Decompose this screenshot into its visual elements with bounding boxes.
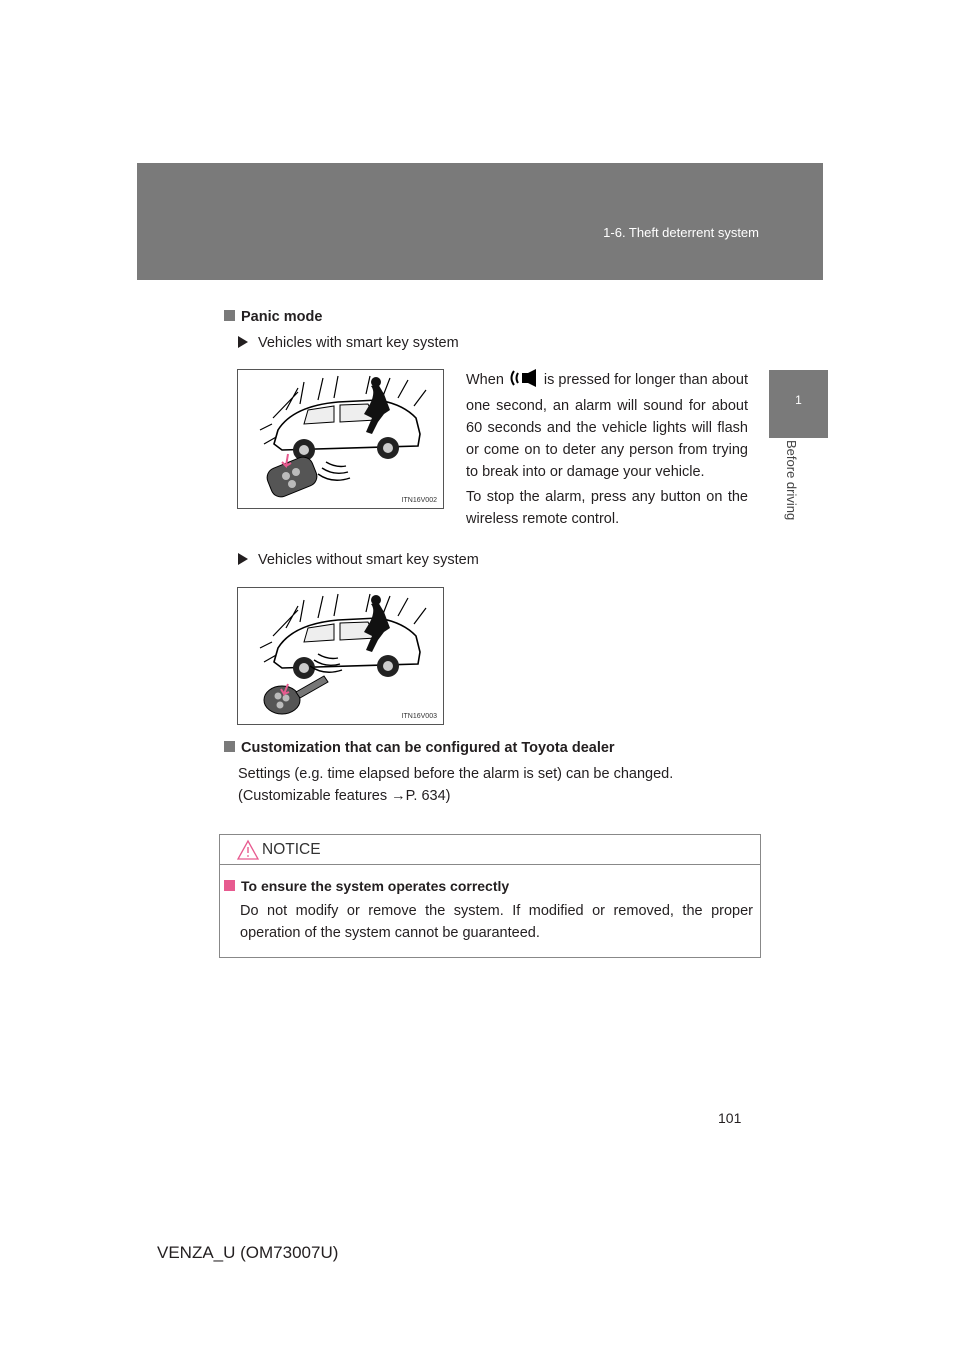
page-number: 101	[718, 1110, 742, 1126]
notice-header	[220, 835, 760, 865]
section-square-icon	[224, 741, 235, 752]
chapter-tab	[769, 370, 828, 438]
panic-description: When is pressed for longer than about one second, an alarm will sound for about 60 seconds and the vehicle lights will flash or come on to deter any person from trying to break into or damage your vehicle.	[466, 368, 748, 483]
notice-title: NOTICE	[262, 841, 321, 858]
chapter-number: 1	[795, 393, 802, 407]
car-alarm-smart-key-illustration	[238, 370, 443, 508]
chapter-label: Before driving	[784, 440, 799, 521]
header-band	[137, 163, 823, 280]
illustration-smart-key	[237, 369, 444, 509]
notice-subheading: To ensure the system operates correctly	[224, 878, 509, 894]
panic-button-icon	[508, 368, 540, 395]
notice-text: Do not modify or remove the system. If modified or removed, the proper operation of the system cannot be guaranteed.	[240, 903, 753, 941]
triangle-bullet-icon	[238, 553, 248, 565]
chapter-tab-label	[769, 438, 828, 548]
illustration-no-smart-key	[237, 587, 444, 725]
panic-heading: Panic mode	[224, 309, 322, 325]
customization-text-1: Settings (e.g. time elapsed before the alarm is set) can be changed.	[238, 766, 674, 782]
section-square-icon	[224, 310, 235, 321]
customization-text-2: (Customizable features →P. 634)	[238, 788, 451, 804]
customization-heading: Customization that can be configured at Toyota dealer	[224, 740, 615, 756]
notice-square-icon	[224, 880, 235, 891]
image-code: ITN16V002	[401, 497, 437, 504]
bullet-no-smart-key: Vehicles without smart key system	[238, 552, 479, 568]
warning-triangle-icon	[236, 839, 260, 866]
triangle-bullet-icon	[238, 336, 248, 348]
stop-alarm-text: To stop the alarm, press any button on the wireless remote control.	[466, 489, 748, 527]
footer-code: VENZA_U (OM73007U)	[157, 1243, 339, 1262]
notice-box	[219, 834, 761, 958]
section-title: 1-6. Theft deterrent system	[603, 225, 759, 240]
car-alarm-key-illustration	[238, 588, 443, 724]
image-code: ITN16V003	[401, 713, 437, 720]
bullet-smart-key: Vehicles with smart key system	[238, 335, 459, 351]
